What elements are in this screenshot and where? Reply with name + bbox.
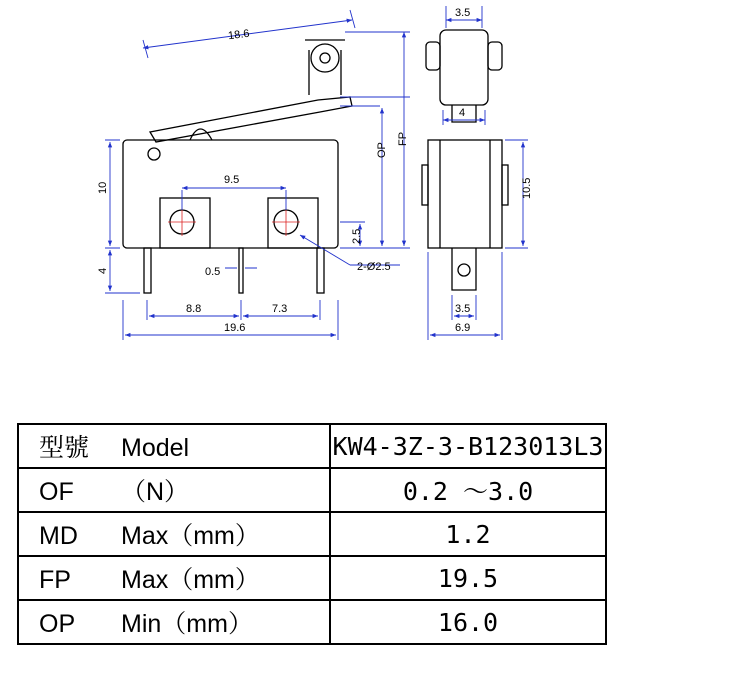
side-view <box>422 30 508 290</box>
dim-body-length: 19.6 <box>224 322 246 334</box>
dim-terminal-length: 4 <box>97 267 109 274</box>
spec-table <box>17 423 607 645</box>
terminal-right <box>317 248 324 293</box>
row-label: Min <box>121 610 162 638</box>
dim-hole-spacing: 9.5 <box>224 174 240 186</box>
front-view <box>123 40 352 293</box>
row-value: 1.2 <box>330 512 606 556</box>
row-key: OF <box>39 478 74 506</box>
plunger <box>190 129 212 140</box>
row-key: FP <box>39 566 71 594</box>
dim-plunger-width: 4 <box>459 107 466 119</box>
row-value: 16.0 <box>330 600 606 644</box>
lever-arm <box>150 97 352 142</box>
dim-hole-spec: 2-Ø2.5 <box>357 261 391 273</box>
row-key: MD <box>39 522 78 550</box>
dim-body-height: 10 <box>97 181 109 194</box>
row-key: OP <box>39 610 76 638</box>
table-row <box>18 512 606 556</box>
dim-terminal-width: 3.5 <box>455 303 471 315</box>
dim-hole-offset: 2.5 <box>351 228 363 244</box>
row-unit: （mm） <box>161 610 253 638</box>
row-value: 19.5 <box>330 556 606 600</box>
row-value: 0.2 ～3.0 <box>330 468 606 512</box>
table-row <box>18 424 606 468</box>
row-value: KW4-3Z-3-B123013L3 <box>330 424 606 468</box>
dim-pin-spacing-2: 7.3 <box>272 303 288 315</box>
row-label: Max <box>121 566 169 594</box>
mount-pin <box>148 148 160 160</box>
row-unit: （N） <box>121 478 190 506</box>
side-body <box>428 140 502 248</box>
row-unit: （mm） <box>168 522 260 550</box>
table-row <box>18 600 606 644</box>
row-label: Max <box>121 522 169 550</box>
terminal-middle <box>239 248 243 293</box>
dim-side-height: 10.5 <box>521 177 533 199</box>
side-terminal <box>452 248 476 290</box>
row-label: Model <box>121 434 190 462</box>
switch-body <box>123 140 338 248</box>
row-unit: （mm） <box>168 566 260 594</box>
dim-lever-length: 18.6 <box>227 27 251 43</box>
row-key: 型號 <box>39 434 90 462</box>
dim-pin-spacing-1: 8.8 <box>186 303 202 315</box>
dim-roller-width: 3.5 <box>455 7 471 19</box>
terminal-left <box>144 248 151 293</box>
dim-op-label: OP <box>376 142 388 158</box>
dim-terminal-thickness: 0.5 <box>205 266 221 278</box>
table-row <box>18 556 606 600</box>
dim-fp-label: FP <box>397 131 409 146</box>
table-row <box>18 468 606 512</box>
side-roller <box>440 30 488 105</box>
dim-body-width: 6.9 <box>455 322 471 334</box>
lever-roller <box>311 44 339 72</box>
